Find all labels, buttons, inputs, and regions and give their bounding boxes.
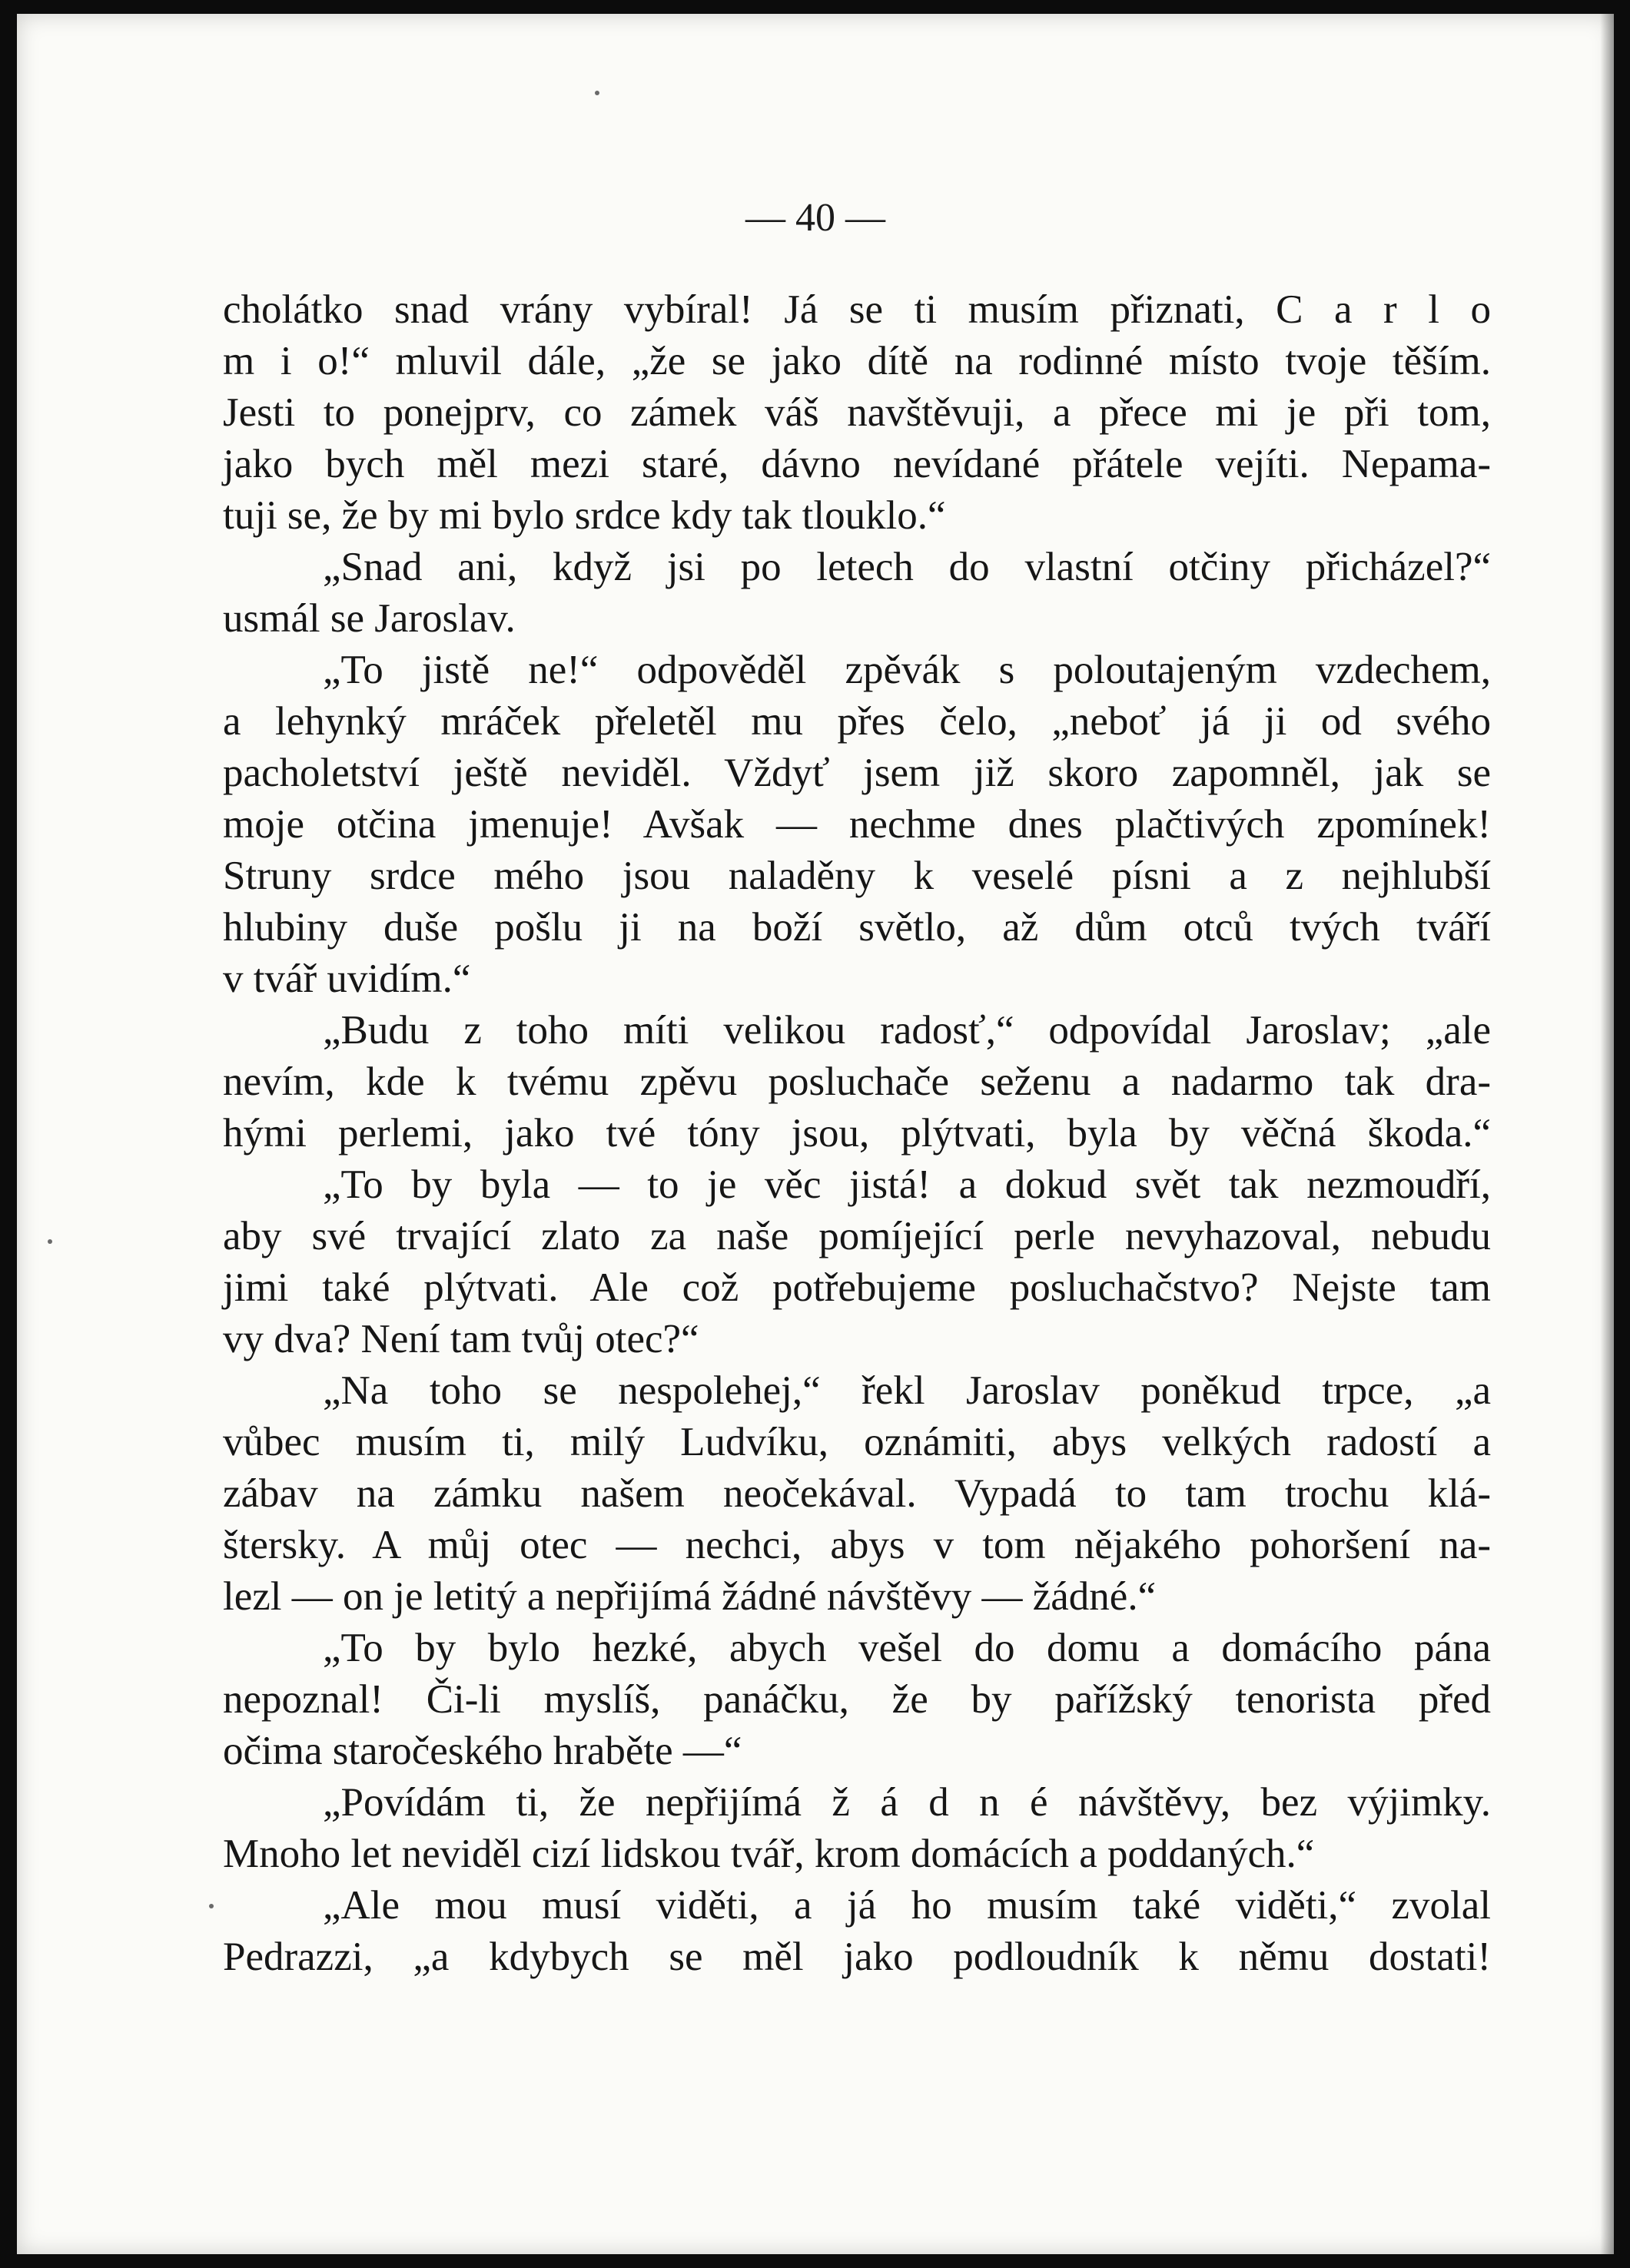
paper-speck (595, 91, 599, 95)
body-text (223, 284, 1491, 1983)
book-page (17, 14, 1614, 2254)
text-line: Pedrazzi, „a kdybych se měl jako podloudník k němu dostati! (223, 1935, 1491, 1979)
text-line: jako bych měl mezi staré, dávno nevídané přátele vejíti. Nepama- (223, 442, 1491, 486)
text-line: „Ale mou musí viděti, a já ho musím také viděti,“ zvolal (323, 1883, 1491, 1928)
text-line: „To by bylo hezké, abych vešel do domu a domácího pána (323, 1626, 1491, 1670)
text-line: „Budu z toho míti velikou radosť,“ odpovídal Jaroslav; „ale (323, 1008, 1491, 1053)
text-line: cholátko snad vrány vybíral! Já se ti musím přiznati, C a r l o (223, 287, 1491, 332)
paper-speck (48, 1239, 52, 1244)
text-line: nepoznal! Či-li myslíš, panáčku, že by pařížský tenorista před (223, 1677, 1491, 1722)
text-line: očima staročeského hraběte —“ (223, 1729, 742, 1773)
text-line: jimi také plýtvati. Ale což potřebujeme posluchačstvo? Nejste tam (223, 1265, 1491, 1310)
text-line: zábav na zámku našem neočekával. Vypadá to tam trochu klá- (223, 1471, 1491, 1516)
text-line: pacholetství ještě neviděl. Vždyť jsem již skoro zapomněl, jak se (223, 751, 1491, 795)
text-line: a lehynký mráček přeletěl mu přes čelo, „neboť já ji od svého (223, 699, 1491, 744)
text-line: nevím, kde k tvému zpěvu posluchače seženu a nadarmo tak dra- (223, 1059, 1491, 1104)
text-line: „Snad ani, když jsi po letech do vlastní otčiny přicházel?“ (323, 545, 1491, 589)
text-line: vůbec musím ti, milý Ludvíku, oznámiti, abys velkých radostí a (223, 1420, 1491, 1464)
text-line: Struny srdce mého jsou naladěny k veselé písni a z nejhlubší (223, 854, 1491, 898)
text-line: vy dva? Není tam tvůj otec?“ (223, 1317, 699, 1361)
text-line: moje otčina jmenuje! Avšak — nechme dnes plačtivých zpomínek! (223, 802, 1491, 847)
text-line: Jesti to ponejprv, co zámek váš navštěvuji, a přece mi je při tom, (223, 390, 1491, 435)
page-number: — 40 — (745, 196, 885, 240)
paper-speck (209, 1904, 214, 1908)
text-line: v tvář uvidím.“ (223, 957, 471, 1001)
text-line: štersky. A můj otec — nechci, abys v tom nějakého pohoršení na- (223, 1523, 1491, 1567)
text-line: aby své trvající zlato za naše pomíjející perle nevyhazoval, nebudu (223, 1214, 1491, 1258)
text-line: „To jistě ne!“ odpověděl zpěvák s poloutajeným vzdechem, (323, 648, 1491, 692)
text-line: hými perlemi, jako tvé tóny jsou, plýtvati, byla by věčná škoda.“ (223, 1111, 1491, 1156)
text-line: „Na toho se nespolehej,“ řekl Jaroslav poněkud trpce, „a (323, 1368, 1491, 1413)
text-line: „To by byla — to je věc jistá! a dokud svět tak nezmoudří, (323, 1162, 1491, 1207)
text-line: „Povídám ti, že nepřijímá ž á d n é návštěvy, bez výjimky. (323, 1780, 1491, 1825)
text-line: hlubiny duše pošlu ji na boží světlo, až dům otců tvých tváří (223, 905, 1491, 950)
text-line: usmál se Jaroslav. (223, 596, 516, 641)
text-line: tuji se, že by mi bylo srdce kdy tak tlouklo.“ (223, 493, 946, 538)
text-line: m i o!“ mluvil dále, „že se jako dítě na rodinné místo tvoje těším. (223, 339, 1491, 383)
page-edge-shadow (1600, 14, 1614, 2254)
text-line: Mnoho let neviděl cizí lidskou tvář, krom domácích a poddaných.“ (223, 1832, 1315, 1876)
text-line: lezl — on je letitý a nepřijímá žádné návštěvy — žádné.“ (223, 1574, 1157, 1619)
